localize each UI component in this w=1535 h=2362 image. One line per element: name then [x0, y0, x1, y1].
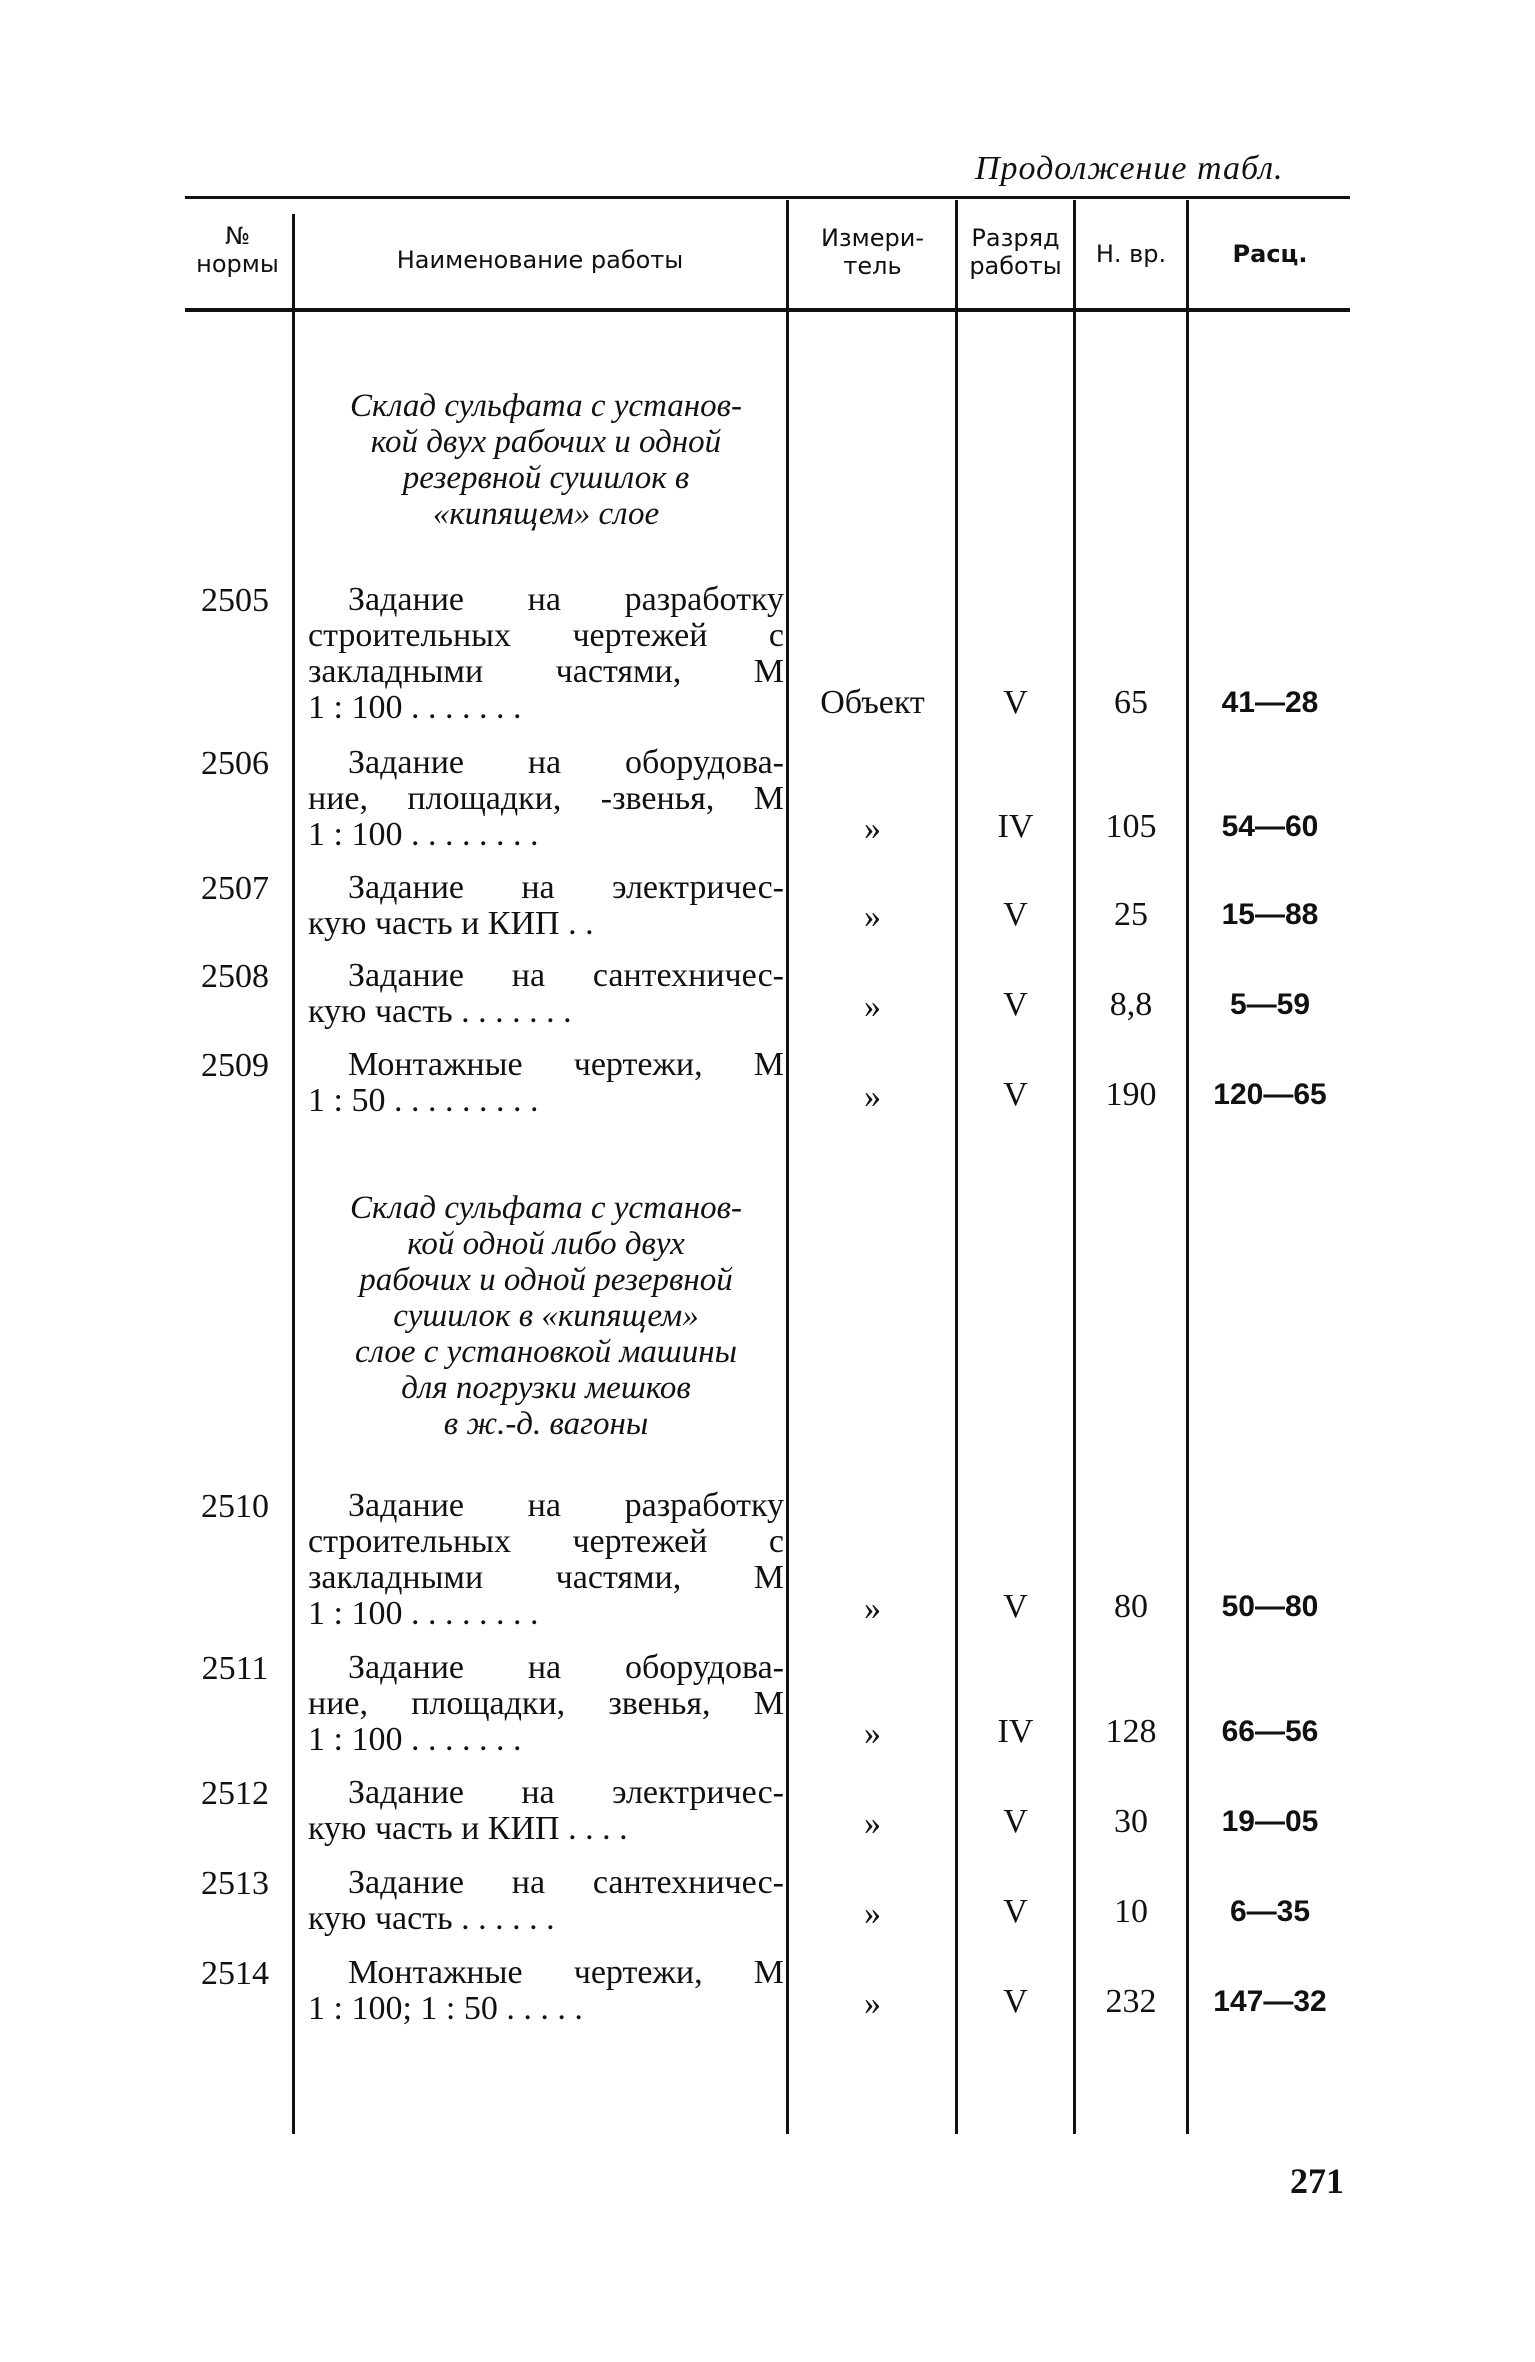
- measure-cell: Объект: [820, 684, 925, 721]
- description-line: Задание на разработку: [348, 582, 784, 618]
- section-1-heading: [308, 388, 784, 532]
- grade-cell: V: [1003, 1803, 1028, 1840]
- work-description: [308, 582, 784, 726]
- description-line: 1 : 50 . . . . . . . . .: [308, 1083, 539, 1119]
- col-rule-5: [1186, 200, 1189, 2134]
- measure-cell: »: [864, 1715, 881, 1752]
- hours-cell: 105: [1105, 808, 1157, 845]
- measure-cell: »: [864, 810, 881, 847]
- description-line: кую часть . . . . . . .: [308, 994, 572, 1030]
- work-description: [308, 1047, 784, 1119]
- description-line: кую часть . . . . . .: [308, 1901, 555, 1937]
- header-measure-line-2: тель: [843, 252, 902, 280]
- hours-cell: 232: [1105, 1983, 1157, 2020]
- section-2-heading-line: слое с установкой машины: [354, 1334, 738, 1370]
- norm-number: 2508: [201, 958, 269, 995]
- work-description: [308, 1488, 784, 1632]
- header-top-rule: [185, 196, 1350, 199]
- hours-cell: 8,8: [1109, 986, 1153, 1023]
- work-description: [308, 958, 784, 1030]
- description-line: Задание на электричес-: [348, 1775, 784, 1811]
- price-cell: 6—35: [1229, 1895, 1311, 1928]
- header-grade: [958, 224, 1073, 280]
- norm-number: 2512: [201, 1775, 269, 1812]
- work-description: [308, 1650, 784, 1758]
- norm-number: 2514: [201, 1955, 269, 1992]
- price-cell: 41—28: [1221, 686, 1319, 719]
- header-grade-line-2: работы: [969, 252, 1062, 280]
- grade-cell: V: [1003, 1983, 1028, 2020]
- header-bottom-rule: [185, 308, 1350, 312]
- header-measure-line-1: Измери-: [820, 224, 925, 252]
- hours-cell: 128: [1105, 1713, 1157, 1750]
- description-line: ние, площадки, -звенья, М: [308, 781, 784, 817]
- description-line: закладными частями, М: [308, 1560, 784, 1596]
- hours-cell: 25: [1114, 896, 1148, 933]
- description-line: строительных чертежей с: [308, 1524, 784, 1560]
- description-line: 1 : 100 . . . . . . . .: [308, 817, 539, 853]
- section-1-heading-line: резервной сушилок в: [402, 460, 690, 496]
- description-line: 1 : 100 . . . . . . .: [308, 690, 522, 726]
- description-line: Задание на сантехничес-: [348, 1865, 784, 1901]
- measure-cell: »: [864, 1078, 881, 1115]
- header-hours: Н. вр.: [1095, 240, 1167, 268]
- work-description: [308, 1955, 784, 2027]
- description-line: Задание на оборудова-: [348, 1650, 784, 1686]
- price-cell: 19—05: [1221, 1805, 1319, 1838]
- description-line: Задание на разработку: [348, 1488, 784, 1524]
- grade-cell: V: [1003, 1588, 1028, 1625]
- grade-cell: V: [1003, 896, 1028, 933]
- norm-number: 2511: [201, 1650, 269, 1687]
- col-rule-3: [955, 200, 958, 2134]
- description-line: строительных чертежей с: [308, 618, 784, 654]
- description-line: 1 : 100 . . . . . . . .: [308, 1596, 539, 1632]
- header-number: [185, 222, 290, 278]
- description-line: Монтажные чертежи, М: [348, 1955, 784, 1991]
- work-description: [308, 870, 784, 942]
- header-price: Расц.: [1232, 240, 1308, 268]
- hours-cell: 10: [1114, 1893, 1148, 1930]
- description-line: Задание на оборудова-: [348, 745, 784, 781]
- hours-cell: 30: [1114, 1803, 1148, 1840]
- price-cell: 147—32: [1213, 1985, 1327, 2018]
- grade-cell: IV: [997, 808, 1034, 845]
- col-rule-2: [786, 200, 789, 2134]
- grade-cell: V: [1003, 684, 1028, 721]
- description-line: Монтажные чертежи, М: [348, 1047, 784, 1083]
- section-2-heading-line: Склад сульфата с установ-: [350, 1190, 742, 1226]
- hours-cell: 190: [1105, 1076, 1157, 1113]
- section-2-heading-line: в ж.-д. вагоны: [443, 1406, 649, 1442]
- work-description: [308, 1865, 784, 1937]
- measure-cell: »: [864, 898, 881, 935]
- hours-cell: 65: [1114, 684, 1148, 721]
- page-number: 271: [1290, 2161, 1344, 2201]
- description-line: кую часть и КИП . . . .: [308, 1811, 628, 1847]
- measure-cell: »: [864, 1985, 881, 2022]
- norm-number: 2507: [201, 870, 269, 907]
- section-2-heading-line: кой одной либо двух: [407, 1226, 685, 1262]
- measure-cell: »: [864, 1805, 881, 1842]
- grade-cell: V: [1003, 1893, 1028, 1930]
- price-cell: 15—88: [1221, 898, 1319, 931]
- price-cell: 50—80: [1221, 1590, 1319, 1623]
- section-2-heading-line: рабочих и одной резервной: [359, 1262, 733, 1298]
- norm-number: 2509: [201, 1047, 269, 1084]
- section-1-heading-line: Склад сульфата с установ-: [350, 388, 742, 424]
- section-2-heading: [308, 1190, 784, 1442]
- price-cell: 54—60: [1221, 810, 1319, 843]
- grade-cell: IV: [997, 1713, 1034, 1750]
- description-line: закладными частями, М: [308, 654, 784, 690]
- hours-cell: 80: [1114, 1588, 1148, 1625]
- description-line: 1 : 100; 1 : 50 . . . . .: [308, 1991, 583, 2027]
- measure-cell: »: [864, 1895, 881, 1932]
- header-name: Наименование работы: [396, 246, 684, 274]
- description-line: Задание на электричес-: [348, 870, 784, 906]
- norm-number: 2505: [201, 582, 269, 619]
- header-measure: [790, 224, 955, 280]
- price-cell: 66—56: [1221, 1715, 1319, 1748]
- section-1-heading-line: «кипящем» слое: [432, 496, 660, 532]
- col-rule-4: [1073, 200, 1076, 2134]
- header-grade-line-1: Разряд: [971, 224, 1060, 252]
- measure-cell: »: [864, 988, 881, 1025]
- header-number-line-2: нормы: [196, 250, 279, 278]
- header-number-line-1: №: [225, 222, 250, 250]
- norm-number: 2513: [201, 1865, 269, 1902]
- description-line: кую часть и КИП . .: [308, 906, 594, 942]
- description-line: 1 : 100 . . . . . . .: [308, 1722, 522, 1758]
- price-cell: 5—59: [1229, 988, 1311, 1021]
- grade-cell: V: [1003, 986, 1028, 1023]
- col-rule-1: [292, 214, 295, 2134]
- norm-number: 2506: [201, 745, 269, 782]
- measure-cell: »: [864, 1590, 881, 1627]
- section-2-heading-line: для погрузки мешков: [401, 1370, 691, 1406]
- norm-number: 2510: [201, 1488, 269, 1525]
- section-2-heading-line: сушилок в «кипящем»: [393, 1298, 699, 1334]
- work-description: [308, 745, 784, 853]
- continuation-label: Продолжение табл.: [975, 150, 1284, 187]
- section-1-heading-line: кой двух рабочих и одной: [370, 424, 722, 460]
- description-line: ние, площадки, звенья, М: [308, 1686, 784, 1722]
- work-description: [308, 1775, 784, 1847]
- grade-cell: V: [1003, 1076, 1028, 1113]
- price-cell: 120—65: [1213, 1078, 1327, 1111]
- description-line: Задание на сантехничес-: [348, 958, 784, 994]
